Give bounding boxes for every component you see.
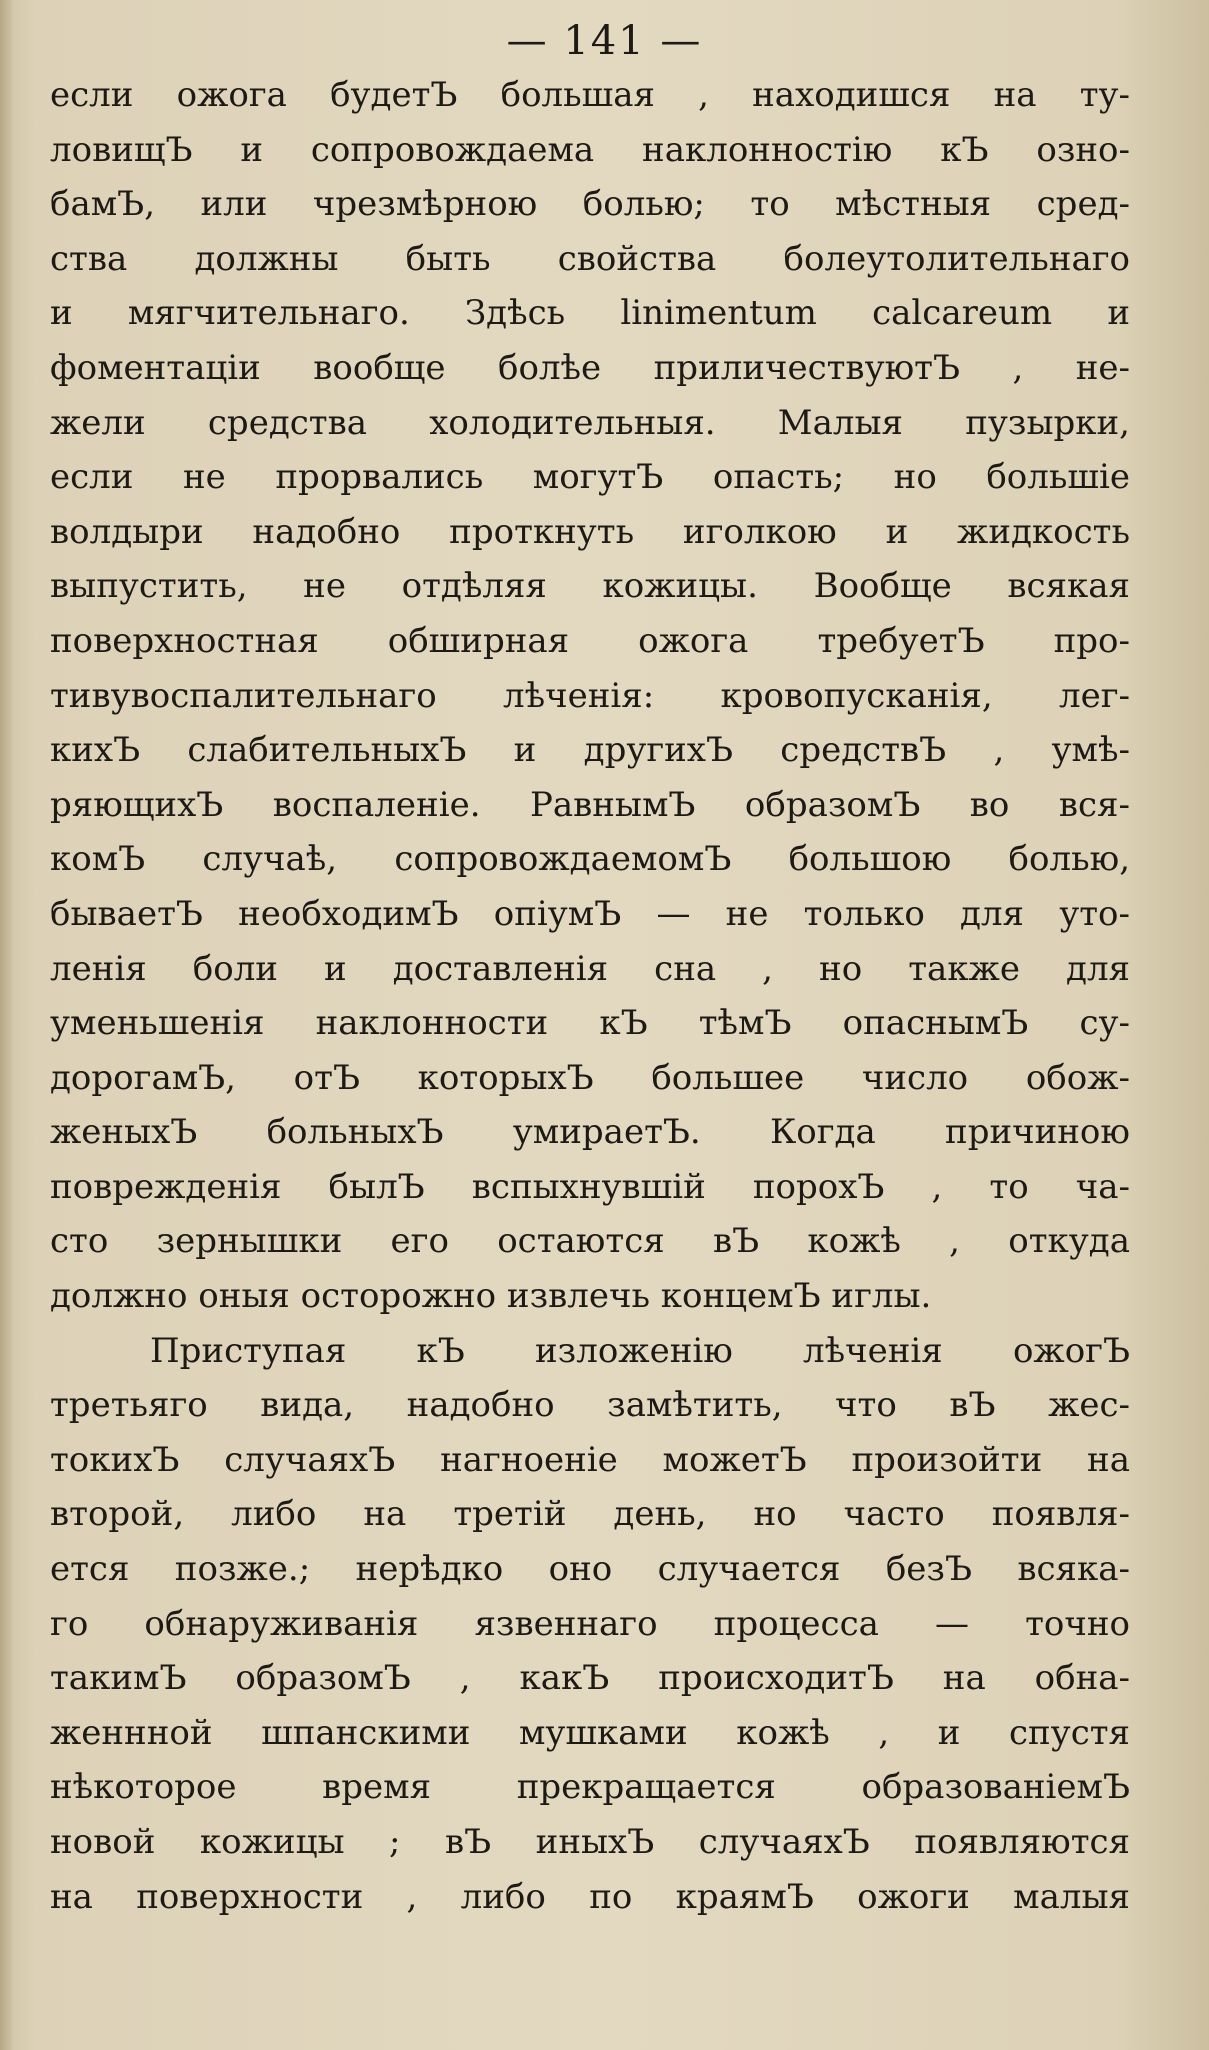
text-line: го обнаруживанія язвеннаго процесса — точно xyxy=(50,1603,1130,1644)
text-line: фоментаціи вообще болѣе приличествуютЪ , не- xyxy=(50,347,1130,388)
text-line: бываетЪ необходимЪ опіумЪ — не только для уто- xyxy=(50,893,1130,934)
text-line: кихЪ слабительныхЪ и другихЪ средствЪ , умѣ- xyxy=(50,730,1130,771)
page-gutter-shadow xyxy=(0,0,14,2050)
text-line: если ожога будетЪ большая , находишся на ту- xyxy=(50,75,1130,115)
text-line: и мягчительнаго. Здѣсь linimentum calcareum и xyxy=(50,293,1130,334)
text-line: жели средства холодительныя. Малыя пузырки, xyxy=(50,402,1130,443)
text-line: ства должны быть свойства болеутолительнаго xyxy=(50,238,1130,279)
text-line: уменьшенія наклонности кЪ тѣмЪ опаснымЪ су- xyxy=(50,1003,1130,1044)
text-line: бамЪ, или чрезмѣрною болью; то мѣстныя сред- xyxy=(50,184,1130,225)
text-line: ловищЪ и сопровождаема наклонностію кЪ озно- xyxy=(50,129,1130,170)
text-line: токихЪ случаяхЪ нагноеніе можетЪ произойти на xyxy=(50,1439,1130,1480)
text-line: если не прорвались могутЪ опасть; но большіе xyxy=(50,457,1130,498)
text-line: сто зернышки его остаются вЪ кожѣ , откуда xyxy=(50,1221,1130,1262)
text-line: выпустить, не отдѣляя кожицы. Вообще всякая xyxy=(50,566,1130,607)
body-text xyxy=(50,68,1130,1924)
text-line: комЪ случаѣ, сопровождаемомЪ большою болью, xyxy=(50,839,1130,880)
text-line: такимЪ образомЪ , какЪ происходитЪ на обна- xyxy=(50,1658,1130,1699)
text-line: женнной шпанскими мушками кожѣ , и спустя xyxy=(50,1712,1130,1753)
text-line: должно оныя осторожно извлечь концемЪ иглы. xyxy=(50,1276,932,1317)
text-line: поверхностная обширная ожога требуетЪ про- xyxy=(50,620,1130,661)
page-number: — 141 — xyxy=(506,18,703,64)
text-line: волдыри надобно проткнуть иголкою и жидкость xyxy=(50,511,1130,552)
text-line: нѣкоторое время прекращается образованіемЪ xyxy=(50,1767,1130,1808)
text-line: на поверхности , либо по краямЪ ожоги малыя xyxy=(50,1876,1130,1917)
text-line: ряющихЪ воспаленіе. РавнымЪ образомЪ во вся- xyxy=(50,784,1130,825)
text-line: поврежденія былЪ вспыхнувшій порохЪ , то ча- xyxy=(50,1166,1130,1207)
text-line: женыхЪ больныхЪ умираетЪ. Когда причиною xyxy=(50,1112,1130,1153)
text-line: дорогамЪ, отЪ которыхЪ большее число обож- xyxy=(50,1057,1130,1098)
text-line: Приступая кЪ изложенію лѣченія ожогЪ xyxy=(150,1330,1130,1371)
text-line: ленія боли и доставленія сна , но также для xyxy=(50,948,1130,989)
text-line: второй, либо на третій день, но часто появля- xyxy=(50,1494,1130,1535)
text-line: ется позже.; нерѣдко оно случается безЪ всяка- xyxy=(50,1549,1130,1590)
text-line: третьяго вида, надобно замѣтить, что вЪ жес- xyxy=(50,1385,1130,1426)
text-line: новой кожицы ; вЪ иныхЪ случаяхЪ появляются xyxy=(50,1822,1130,1862)
text-line: тивувоспалительнаго лѣченія: кровопусканія, лег- xyxy=(50,675,1130,716)
